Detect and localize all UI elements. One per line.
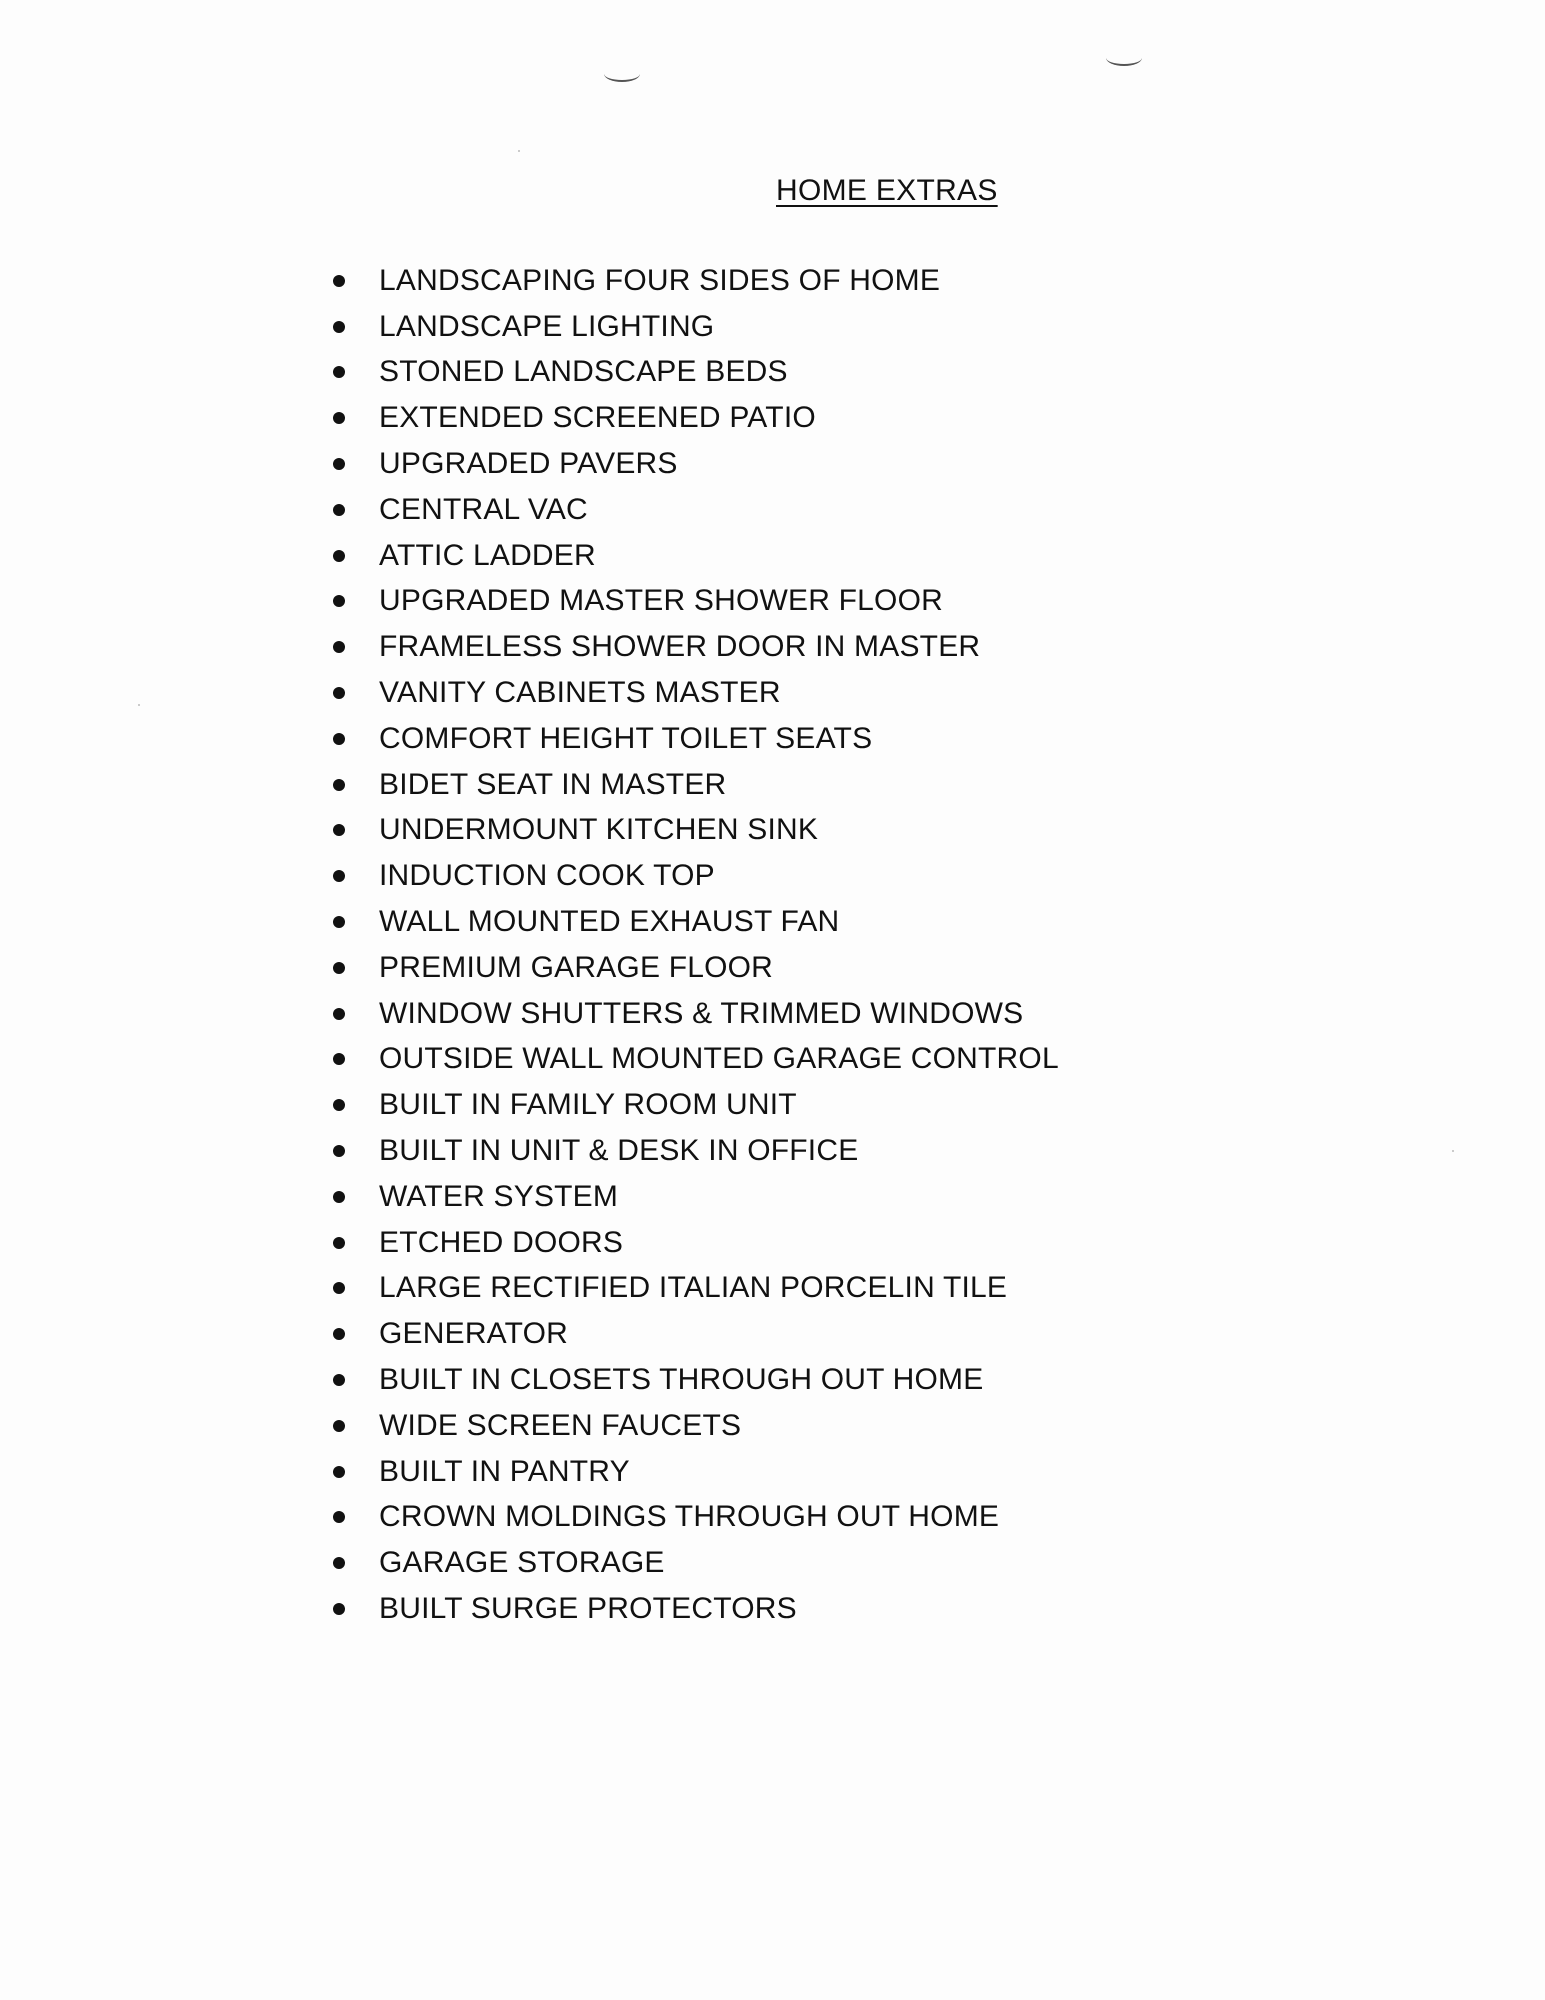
- list-item-text: LARGE RECTIFIED ITALIAN PORCELIN TILE: [379, 1271, 1008, 1305]
- list-item: [327, 441, 1059, 487]
- bullet-icon: [333, 550, 345, 562]
- list-item-text: PREMIUM GARAGE FLOOR: [379, 950, 774, 984]
- bullet-icon: [333, 595, 345, 607]
- bullet-icon: [333, 1511, 345, 1523]
- bullet-icon: [333, 962, 345, 974]
- list-item: [327, 533, 1059, 579]
- list-item: [327, 1174, 1059, 1220]
- bullet-icon: [333, 504, 345, 516]
- list-item-text: WALL MOUNTED EXHAUST FAN: [379, 905, 840, 939]
- bullet-icon: [333, 1328, 345, 1340]
- list-item-text: WATER SYSTEM: [379, 1179, 619, 1213]
- list-item: [327, 1311, 1059, 1357]
- list-item: [327, 1495, 1059, 1541]
- bullet-icon: [333, 1145, 345, 1157]
- document-title: HOME EXTRAS: [776, 174, 998, 207]
- extras-list: [327, 258, 1059, 1632]
- list-item-text: INDUCTION COOK TOP: [379, 859, 715, 893]
- bullet-icon: [333, 687, 345, 699]
- list-item-text: LANDSCAPE LIGHTING: [379, 309, 715, 343]
- list-item: [327, 624, 1059, 670]
- list-item: [327, 350, 1059, 396]
- bullet-icon: [333, 1374, 345, 1386]
- list-item-text: ETCHED DOORS: [379, 1225, 624, 1259]
- list-item-text: ATTIC LADDER: [379, 538, 596, 572]
- list-item-text: UPGRADED MASTER SHOWER FLOOR: [379, 584, 943, 618]
- punch-hole-mark-right: [1106, 50, 1142, 66]
- list-item-text: COMFORT HEIGHT TOILET SEATS: [379, 721, 873, 755]
- list-item: [327, 991, 1059, 1037]
- bullet-icon: [333, 412, 345, 424]
- list-item-text: UNDERMOUNT KITCHEN SINK: [379, 813, 819, 847]
- list-item-text: BUILT IN CLOSETS THROUGH OUT HOME: [379, 1363, 984, 1397]
- bullet-icon: [333, 458, 345, 470]
- list-item: [327, 1357, 1059, 1403]
- bullet-icon: [333, 366, 345, 378]
- list-item-text: EXTENDED SCREENED PATIO: [379, 401, 816, 435]
- list-item-text: OUTSIDE WALL MOUNTED GARAGE CONTROL: [379, 1042, 1059, 1076]
- list-item-text: GENERATOR: [379, 1317, 569, 1351]
- scan-speck: [1452, 1150, 1454, 1152]
- bullet-icon: [333, 916, 345, 928]
- list-item: [327, 853, 1059, 899]
- list-item: [327, 1082, 1059, 1128]
- scan-speck: [138, 704, 140, 706]
- list-item: [327, 304, 1059, 350]
- list-item: [327, 258, 1059, 304]
- list-item-text: VANITY CABINETS MASTER: [379, 676, 781, 710]
- bullet-icon: [333, 321, 345, 333]
- list-item: [327, 395, 1059, 441]
- list-item: [327, 1037, 1059, 1083]
- punch-hole-mark-left: [604, 66, 640, 82]
- list-item: [327, 808, 1059, 854]
- list-item: [327, 899, 1059, 945]
- list-item: [327, 1220, 1059, 1266]
- list-item: [327, 1403, 1059, 1449]
- bullet-icon: [333, 779, 345, 791]
- bullet-icon: [333, 1237, 345, 1249]
- list-item: [327, 1540, 1059, 1586]
- bullet-icon: [333, 1282, 345, 1294]
- scan-speck: [518, 150, 520, 152]
- list-item: [327, 716, 1059, 762]
- list-item-text: GARAGE STORAGE: [379, 1546, 665, 1580]
- bullet-icon: [333, 1099, 345, 1111]
- list-item-text: WINDOW SHUTTERS & TRIMMED WINDOWS: [379, 996, 1024, 1030]
- list-item: [327, 945, 1059, 991]
- list-item-text: BUILT IN PANTRY: [379, 1454, 630, 1488]
- bullet-icon: [333, 1420, 345, 1432]
- list-item: [327, 1449, 1059, 1495]
- bullet-icon: [333, 1466, 345, 1478]
- list-item-text: WIDE SCREEN FAUCETS: [379, 1408, 742, 1442]
- list-item-text: BIDET SEAT IN MASTER: [379, 767, 727, 801]
- list-item: [327, 762, 1059, 808]
- list-item: [327, 670, 1059, 716]
- list-item-text: CENTRAL VAC: [379, 492, 588, 526]
- bullet-icon: [333, 1191, 345, 1203]
- list-item-text: BUILT SURGE PROTECTORS: [379, 1592, 797, 1625]
- list-item-text: STONED LANDSCAPE BEDS: [379, 355, 788, 389]
- bullet-icon: [333, 1008, 345, 1020]
- list-item-text: CROWN MOLDINGS THROUGH OUT HOME: [379, 1500, 1000, 1534]
- bullet-icon: [333, 1557, 345, 1569]
- bullet-icon: [333, 1603, 345, 1615]
- bullet-icon: [333, 870, 345, 882]
- list-item-text: LANDSCAPING FOUR SIDES OF HOME: [379, 263, 941, 297]
- list-item-text: UPGRADED PAVERS: [379, 447, 678, 481]
- list-item: [327, 1586, 1059, 1632]
- bullet-icon: [333, 824, 345, 836]
- list-item: [327, 579, 1059, 625]
- list-item-text: BUILT IN UNIT & DESK IN OFFICE: [379, 1134, 859, 1168]
- list-item: [327, 1266, 1059, 1312]
- bullet-icon: [333, 733, 345, 745]
- list-item: [327, 1128, 1059, 1174]
- list-item: [327, 487, 1059, 533]
- bullet-icon: [333, 1053, 345, 1065]
- list-item-text: BUILT IN FAMILY ROOM UNIT: [379, 1088, 797, 1122]
- bullet-icon: [333, 275, 345, 287]
- bullet-icon: [333, 641, 345, 653]
- list-item-text: FRAMELESS SHOWER DOOR IN MASTER: [379, 630, 981, 664]
